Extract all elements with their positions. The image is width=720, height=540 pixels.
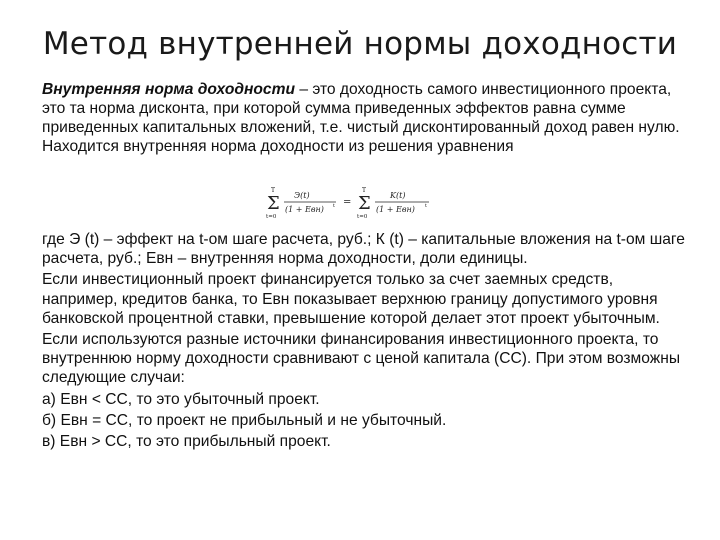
sum-lower-limit-left: t=0 [266,214,277,220]
mixed-sources-paragraph: Если используются разные источники финансирования инвестиционного проекта, то внутреннюю норму доходности сравнивают с ценой капитала (СС). При этом возможны следующие случаи: [42,331,681,387]
numerator-left: Э(t) [294,191,310,200]
denominator-left: (1 + Евн) [285,205,324,214]
intro-paragraph [42,80,682,156]
page-title: Метод внутренней нормы доходности [42,26,678,62]
sum-sign-right: Σ [358,193,371,214]
irr-equation [264,185,444,221]
intro-text: – это доходность самого инвестиционного проекта, это та норма дисконта, при которой сумма приведенных эффектов равна сумме приведенных капитальных вложений, т.е. чистый дисконтированный доход равен нулю. Находится внутренняя норма доходности из решения уравнения [42,81,680,155]
term-highlight: Внутренняя норма доходности [42,81,295,98]
equals-sign: = [343,197,352,208]
sum-upper-limit-right: T [362,187,367,194]
exponent-left: t [333,203,336,209]
case-a: а) Евн < СС, то это убыточный проект. [42,390,320,408]
case-c: в) Евн > СС, то это прибыльный проект. [42,433,331,451]
numerator-right: K(t) [390,191,406,200]
exponent-right: t [425,203,428,209]
borrowed-funds-paragraph: Если инвестиционный проект финансируется только за счет заемных средств, например, кредитов банка, то Евн показывает верхнюю границу допустимого уровня банковской процентной ставки, превышение которой делает этот проект убыточным. [42,271,660,327]
sum-sign-left: Σ [267,193,280,214]
denominator-right: (1 + Евн) [376,205,415,214]
case-b: б) Евн = СС, то проект не прибыльный и не убыточный. [42,411,447,429]
sum-upper-limit-left: T [271,187,276,194]
sum-lower-limit-right: t=0 [357,214,368,220]
definitions-paragraph: где Э (t) – эффект на t-ом шаге расчета, руб.; К (t) – капитальные вложения на t-ом шаге расчета, руб.; Евн – внутренняя норма доходности, доли единицы. [42,231,685,268]
body-text [42,230,688,453]
